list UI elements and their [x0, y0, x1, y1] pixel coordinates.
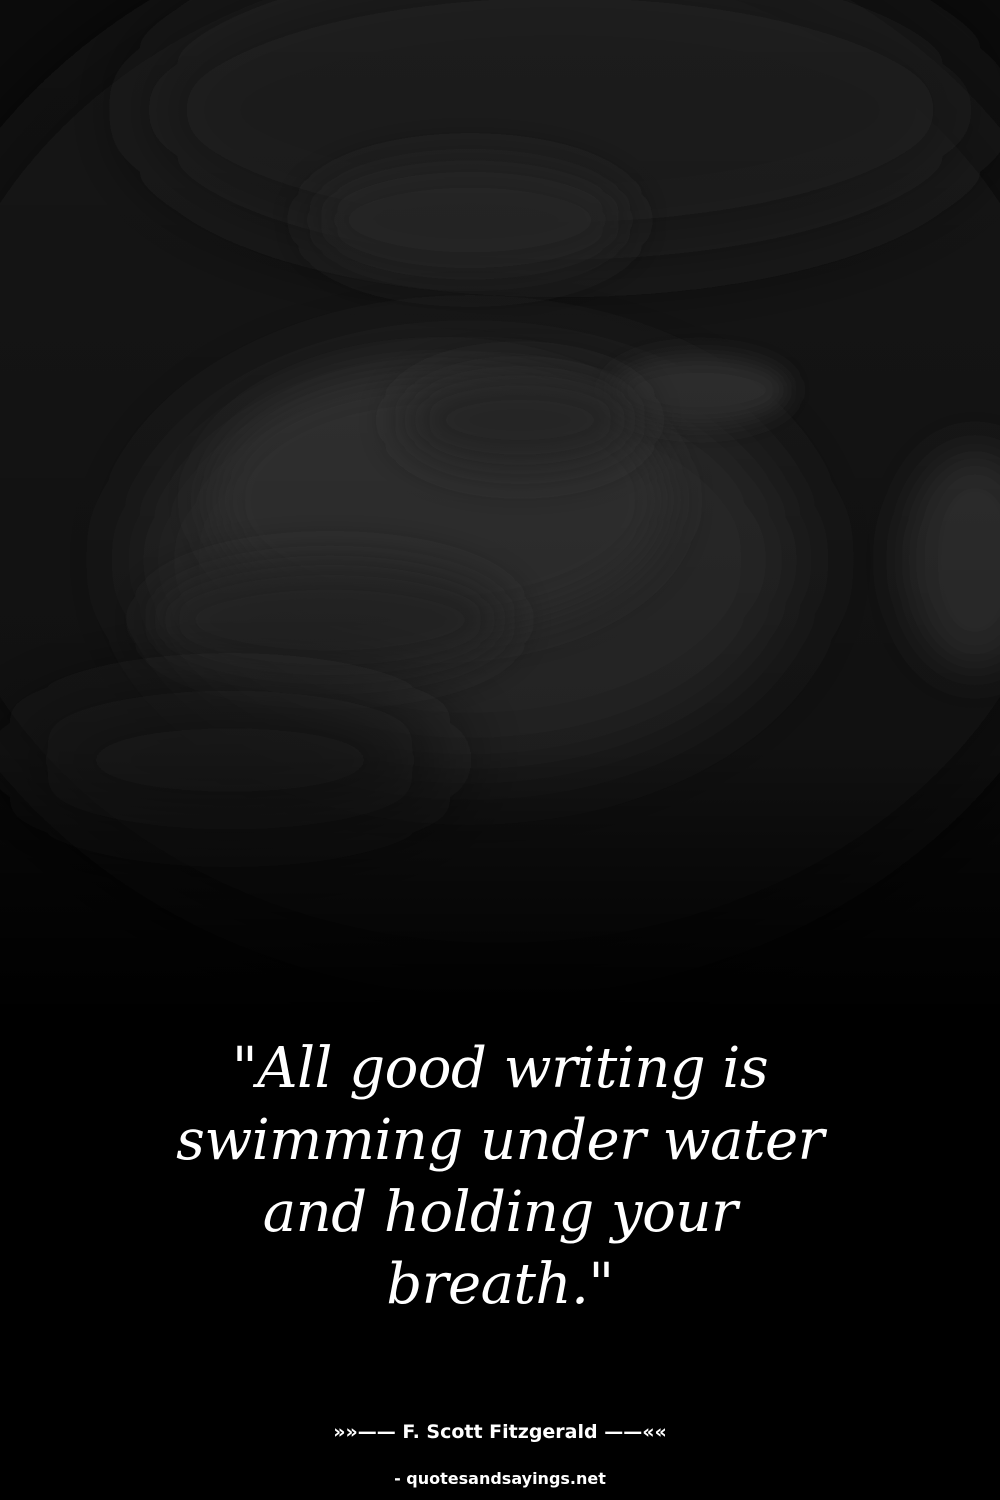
quote-text: [100, 1033, 900, 1321]
quote-line: "All good writing is: [231, 1036, 769, 1101]
quote-line: and holding your: [262, 1180, 738, 1245]
author-attribution: »»—— F. Scott Fitzgerald ——««: [333, 1421, 667, 1443]
quote-line: breath.": [386, 1252, 614, 1317]
source-watermark: - quotesandsayings.net: [394, 1469, 606, 1488]
quote-line: swimming under water: [176, 1108, 824, 1173]
